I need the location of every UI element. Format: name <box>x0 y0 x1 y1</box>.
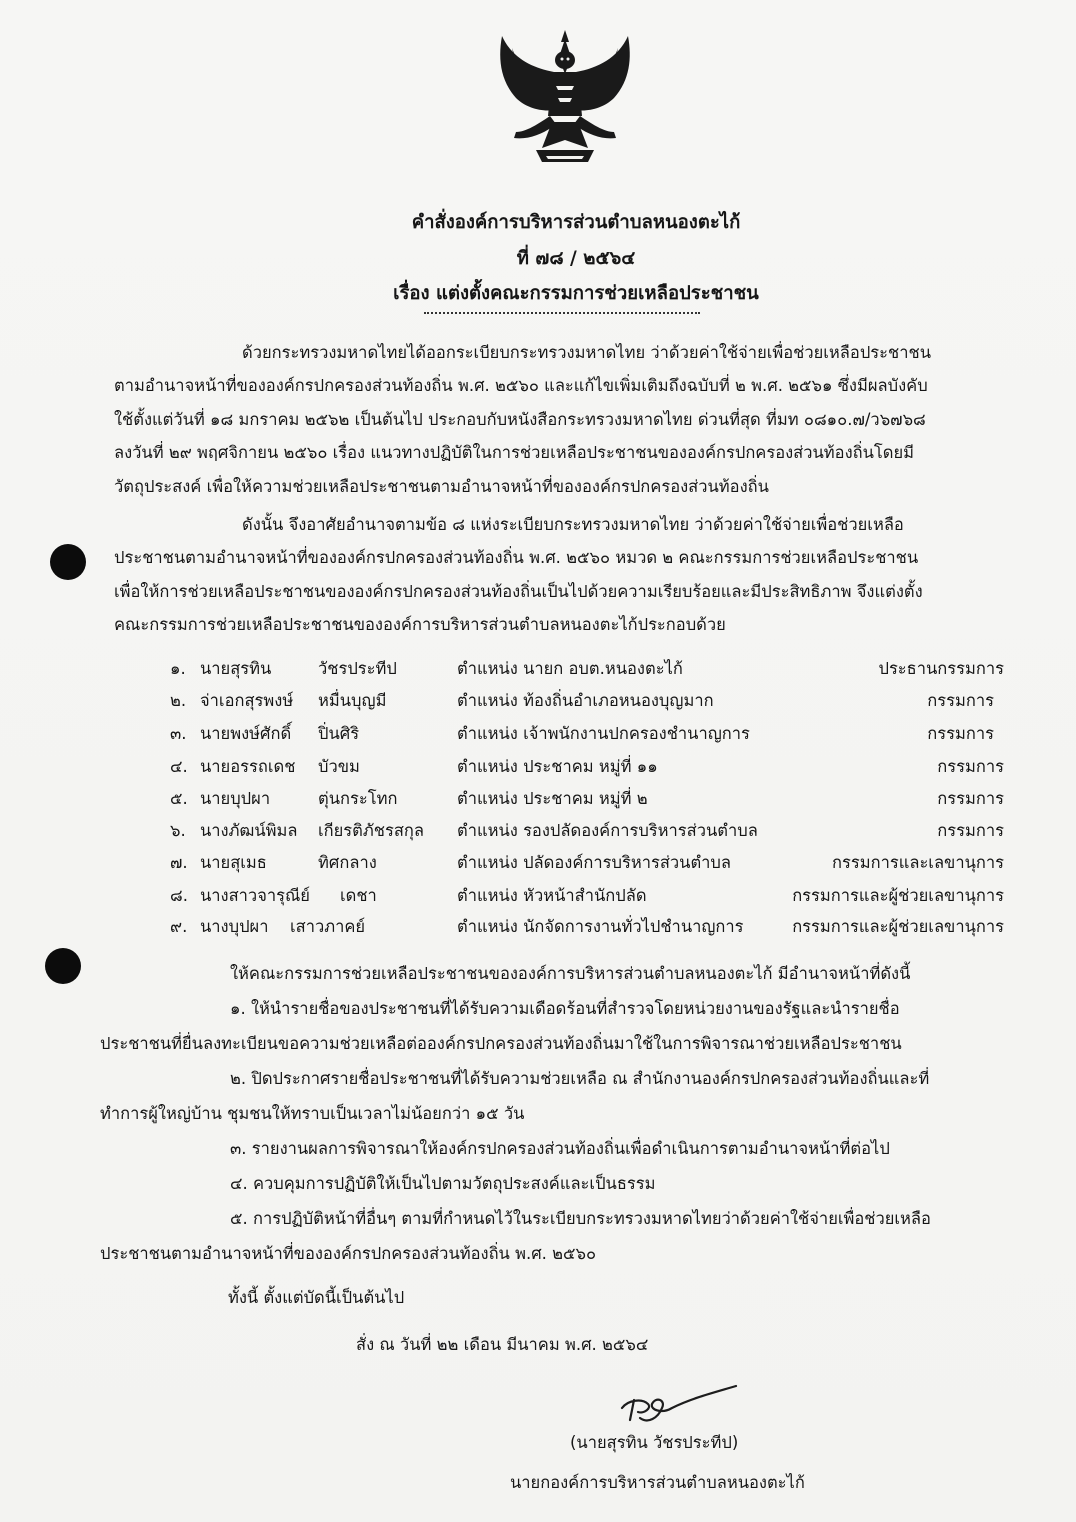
member-first-name: นางภัฒน์พิมล <box>200 821 298 840</box>
member-first-name: นายสุรทิน <box>200 659 272 678</box>
duty-2-line: ทำการผู้ใหญ่บ้าน ชุมชนให้ทราบเป็นเวลาไม่น้อยกว่า ๑๕ วัน <box>100 1104 525 1123</box>
member-number: ๕. <box>170 789 188 808</box>
member-position: ตำแหน่ง ประชาคม หมู่ที่ ๒ <box>457 789 648 808</box>
punch-hole-top <box>50 544 86 580</box>
order-date: สั่ง ณ วันที่ ๒๒ เดือน มีนาคม พ.ศ. ๒๕๖๔ <box>356 1335 649 1354</box>
duties-intro: ให้คณะกรรมการช่วยเหลือประชาชนขององค์การบริหารส่วนตำบลหนองตะไก้ มีอำนาจหน้าที่ดังนี้ <box>230 964 911 983</box>
member-row <box>0 914 1076 946</box>
member-row <box>0 850 1076 882</box>
duty-3: ๓. รายงานผลการพิจารณาให้องค์กรปกครองส่วนท้องถิ่นเพื่อดำเนินการตามอำนาจหน้าที่ต่อไป <box>230 1139 890 1158</box>
member-position: ตำแหน่ง ปลัดองค์การบริหารส่วนตำบล <box>457 853 732 872</box>
member-number: ๑. <box>170 659 186 678</box>
member-row <box>0 656 1076 688</box>
member-number: ๙. <box>170 917 188 936</box>
member-position: ตำแหน่ง หัวหน้าสำนักปลัด <box>457 886 647 905</box>
appointment-paragraph <box>114 508 1014 642</box>
member-row <box>0 883 1076 915</box>
member-position: ตำแหน่ง เจ้าพนักงานปกครองชำนาญการ <box>457 724 750 743</box>
member-last-name: ตุ่นกระโทก <box>318 789 398 808</box>
dotted-divider <box>424 312 700 314</box>
member-last-name: ปิ่นศิริ <box>318 724 360 743</box>
duty-1-line: ๑. ให้นำรายชื่อของประชาชนที่ได้รับความเดือดร้อนที่สำรวจโดยหน่วยงานของรัฐและนำรายชื่อ <box>230 999 900 1018</box>
member-position: ตำแหน่ง ท้องถิ่นอำเภอหนองบุญมาก <box>457 691 714 710</box>
member-role: ประธานกรรมการ <box>878 659 1004 678</box>
appointment-line: เพื่อให้การช่วยเหลือประชาชนขององค์กรปกครองส่วนท้องถิ่นเป็นไปด้วยความเรียบร้อยและมีประสิทธิภาพ จึงแต่งตั้ง <box>114 581 923 601</box>
order-subject: เรื่อง แต่งตั้งคณะกรรมการช่วยเหลือประชาชน <box>393 283 759 304</box>
member-number: ๓. <box>170 724 187 743</box>
member-row <box>0 688 1076 720</box>
signer-title: นายกองค์การบริหารส่วนตำบลหนองตะไก้ <box>510 1473 805 1492</box>
preamble-line: ลงวันที่ ๒๙ พฤศจิกายน ๒๕๖๐ เรื่อง แนวทางปฏิบัติในการช่วยเหลือประชาชนขององค์กรปกครองส่วนท้องถิ่นโดยมี <box>114 443 915 463</box>
member-number: ๖. <box>170 821 186 840</box>
member-first-name: นายอรรถเดช <box>200 757 296 776</box>
member-number: ๗. <box>170 853 188 872</box>
member-role: กรรมการ <box>937 821 1004 840</box>
member-last-name: เกียรติภัชรสกุล <box>318 821 424 840</box>
member-last-name: เสาวภาคย์ <box>290 917 366 936</box>
garuda-emblem-icon <box>492 28 638 168</box>
order-number: ที่ ๗๘ / ๒๕๖๔ <box>516 248 636 269</box>
preamble-line: ตามอำนาจหน้าที่ขององค์กรปกครองส่วนท้องถิ่น พ.ศ. ๒๕๖๐ และแก้ไขเพิ่มเติมถึงฉบับที่ ๒ พ.ศ. ๒๕๖๑ ซึ่งมีผลบังคับ <box>114 376 928 396</box>
duty-5-line: ประชาชนตามอำนาจหน้าที่ขององค์กรปกครองส่วนท้องถิ่น พ.ศ. ๒๕๖๐ <box>100 1244 597 1263</box>
member-last-name: ทิศกลาง <box>318 853 377 872</box>
member-row <box>0 818 1076 850</box>
member-last-name: หมื่นบุญมี <box>318 691 387 710</box>
member-last-name: เดชา <box>340 886 377 905</box>
member-first-name: นางบุปผา <box>200 917 269 936</box>
member-position: ตำแหน่ง นักจัดการงานทั่วไปชำนาญการ <box>457 917 744 936</box>
member-role: กรรมการ <box>937 789 1004 808</box>
member-role: กรรมการ <box>927 724 994 743</box>
duty-1-line: ประชาชนที่ยื่นลงทะเบียนขอความช่วยเหลือต่อองค์กรปกครองส่วนท้องถิ่นมาใช้ในการพิจารณาช่วยเหลือประชาชน <box>100 1034 902 1053</box>
effective-date-text: ทั้งนี้ ตั้งแต่บัดนี้เป็นต้นไป <box>228 1288 405 1307</box>
member-role: กรรมการ <box>937 757 1004 776</box>
duties-section <box>100 956 1004 1271</box>
member-first-name: นายพงษ์ศักดิ์ <box>200 724 292 743</box>
appointment-line: ประชาชนตามอำนาจหน้าที่ขององค์กรปกครองส่วนท้องถิ่น พ.ศ. ๒๕๖๐ หมวด ๒ คณะกรรมการช่วยเหลือประชาชน <box>114 548 919 568</box>
member-first-name: นางสาวจารุณีย์ <box>200 886 310 905</box>
signature-mark <box>612 1378 742 1434</box>
duty-4: ๔. ควบคุมการปฏิบัติให้เป็นไปตามวัตถุประสงค์และเป็นธรรม <box>230 1174 656 1193</box>
member-number: ๔. <box>170 757 188 776</box>
member-role: กรรมการ <box>927 691 994 710</box>
preamble-line: ใช้ตั้งแต่วันที่ ๑๘ มกราคม ๒๕๖๒ เป็นต้นไป ประกอบกับหนังสือกระทรวงมหาดไทย ด่วนที่สุด ที่มท ๐๘๑๐.๗/ว๖๗๖๘ <box>114 409 926 429</box>
signer-name: (นายสุรทิน วัชรประทีป) <box>570 1433 739 1452</box>
member-role: กรรมการและผู้ช่วยเลขานุการ <box>792 886 1004 905</box>
duty-2-line: ๒. ปิดประกาศรายชื่อประชาชนที่ได้รับความช่วยเหลือ ณ สำนักงานองค์กรปกครองส่วนท้องถิ่นและที่ <box>230 1069 930 1088</box>
member-position: ตำแหน่ง นายก อบต.หนองตะไก้ <box>457 659 683 678</box>
preamble-line: วัตถุประสงค์ เพื่อให้ความช่วยเหลือประชาชนตามอำนาจหน้าที่ขององค์กรปกครองส่วนท้องถิ่น <box>114 476 769 496</box>
member-number: ๒. <box>170 691 187 710</box>
member-first-name: นายสุเมธ <box>200 853 267 872</box>
member-last-name: วัชรประทีป <box>318 659 397 678</box>
member-role: กรรมการและเลขานุการ <box>831 853 1004 872</box>
order-title: คำสั่งองค์การบริหารส่วนตำบลหนองตะไก้ <box>411 212 741 233</box>
member-number: ๘. <box>170 886 188 905</box>
preamble-line: ด้วยกระทรวงมหาดไทยได้ออกระเบียบกระทรวงมหาดไทย ว่าด้วยค่าใช้จ่ายเพื่อช่วยเหลือประชาชน <box>242 343 931 362</box>
appointment-line: ดังนั้น จึงอาศัยอำนาจตามข้อ ๘ แห่งระเบียบกระทรวงมหาดไทย ว่าด้วยค่าใช้จ่ายเพื่อช่วยเหลือ <box>242 515 904 534</box>
appointment-line: คณะกรรมการช่วยเหลือประชาชนขององค์การบริหารส่วนตำบลหนองตะไก้ประกอบด้วย <box>114 615 726 635</box>
preamble-paragraph <box>114 336 1014 503</box>
punch-hole-bottom <box>45 948 81 984</box>
member-position: ตำแหน่ง ประชาคม หมู่ที่ ๑๑ <box>457 757 658 776</box>
member-role: กรรมการและผู้ช่วยเลขานุการ <box>792 917 1004 936</box>
duty-5-line: ๕. การปฏิบัติหน้าที่อื่นๆ ตามที่กำหนดไว้ในระเบียบกระทรวงมหาดไทยว่าด้วยค่าใช้จ่ายเพื่อช่วยเหลือ <box>230 1209 931 1228</box>
member-first-name: นายบุปผา <box>200 789 271 808</box>
member-row <box>0 786 1076 818</box>
member-first-name: จ่าเอกสุรพงษ์ <box>200 691 294 710</box>
member-row <box>0 754 1076 786</box>
member-position: ตำแหน่ง รองปลัดองค์การบริหารส่วนตำบล <box>457 821 758 840</box>
member-row <box>0 721 1076 753</box>
member-last-name: บัวขม <box>318 757 360 776</box>
